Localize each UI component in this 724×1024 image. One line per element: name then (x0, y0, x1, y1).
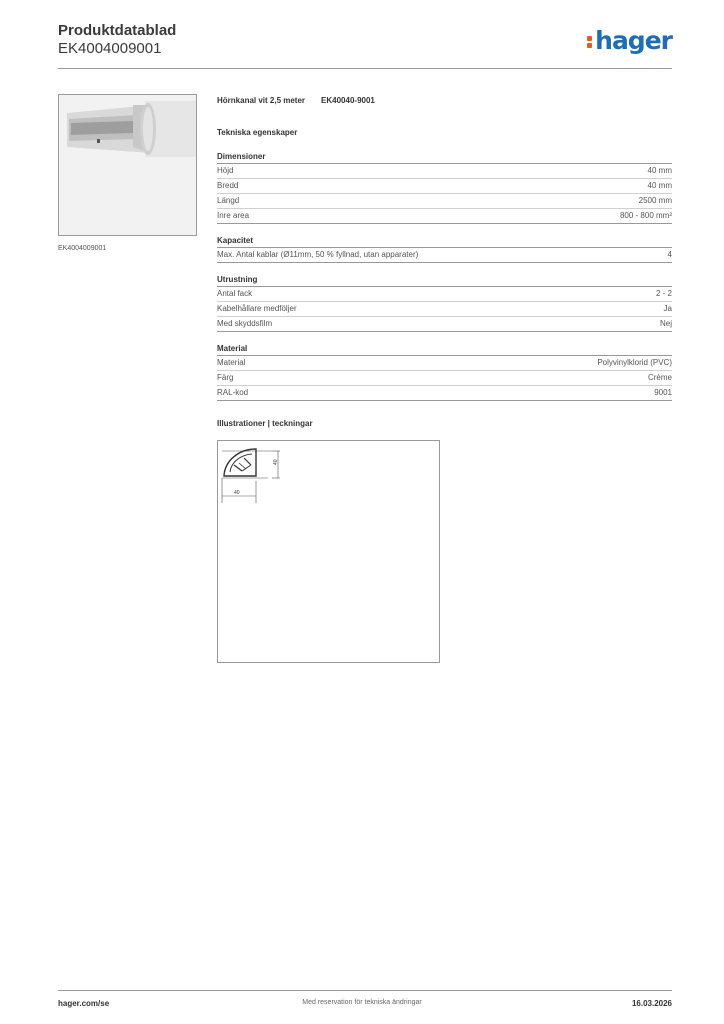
section-title: Dimensioner (217, 152, 672, 164)
header-divider (58, 68, 672, 69)
product-photo (58, 94, 197, 236)
cable-duct-image (59, 95, 197, 236)
spec-value: 40 mm (647, 181, 672, 190)
spec-label: Höjd (217, 166, 234, 175)
logo-dots-icon (587, 34, 593, 50)
spec-row (217, 302, 672, 317)
spec-value: Ja (663, 304, 672, 313)
section-title: Utrustning (217, 275, 672, 287)
section-dimensioner (217, 152, 672, 224)
footer-website-link[interactable]: hager.com/se (58, 999, 110, 1008)
spec-value: Nej (659, 319, 672, 328)
photo-caption: EK4004009001 (58, 245, 107, 252)
dimension-height-label: 40 (273, 459, 279, 465)
spec-label: RAL-kod (217, 388, 249, 397)
product-header (217, 96, 672, 108)
spec-value: Crème (647, 373, 672, 382)
tech-heading: Tekniska egenskaper (217, 128, 298, 137)
spec-label: Med skyddsfilm (217, 319, 273, 328)
illustrations-heading: Illustrationer | teckningar (217, 419, 313, 428)
section-kapacitet (217, 236, 672, 263)
spec-value: 2 - 2 (655, 289, 672, 298)
section-material (217, 344, 672, 401)
spec-value: 9001 (654, 388, 672, 397)
spec-row (217, 317, 672, 332)
spec-value: 2500 mm (638, 196, 672, 205)
spec-value: 4 (667, 250, 672, 259)
spec-label: Inre area (217, 211, 250, 220)
spec-row (217, 371, 672, 386)
spec-label: Material (217, 358, 246, 367)
spec-row (217, 248, 672, 263)
product-code: EK40040-9001 (321, 96, 375, 105)
footer-divider (58, 990, 672, 991)
spec-row (217, 179, 672, 194)
footer-date: 16.03.2026 (631, 999, 672, 1008)
spec-label: Bredd (217, 181, 239, 190)
spec-label: Antal fack (217, 289, 253, 298)
spec-row (217, 194, 672, 209)
dimension-width-label: 40 (234, 490, 240, 496)
spec-value: Polyvinylklorid (PVC) (597, 358, 672, 367)
spec-row (217, 164, 672, 179)
product-name: Hörnkanal vit 2,5 meter (217, 96, 306, 105)
spec-label: Kabelhållare medföljer (217, 304, 297, 313)
spec-row (217, 356, 672, 371)
hager-logo (587, 26, 672, 55)
section-title: Kapacitet (217, 236, 672, 248)
section-utrustning (217, 275, 672, 332)
spec-value: 40 mm (647, 166, 672, 175)
spec-row (217, 287, 672, 302)
spec-row (217, 386, 672, 401)
cross-section-drawing (218, 441, 439, 662)
spec-row (217, 209, 672, 224)
document-product-code: EK4004009001 (58, 40, 162, 57)
footer-disclaimer: Med reservation för tekniska ändringar (302, 999, 422, 1006)
spec-label: Max. Antal kablar (Ø11mm, 50 % fyllnad, utan apparater) (217, 250, 419, 259)
document-title: Produktdatablad (58, 22, 177, 39)
spec-label: Längd (217, 196, 240, 205)
product-details (217, 96, 672, 431)
spec-value: 800 - 800 mm² (619, 211, 672, 220)
spec-label: Färg (217, 373, 234, 382)
illustration-frame (217, 440, 440, 663)
section-title: Material (217, 344, 672, 356)
logo-text: hager (595, 26, 672, 55)
